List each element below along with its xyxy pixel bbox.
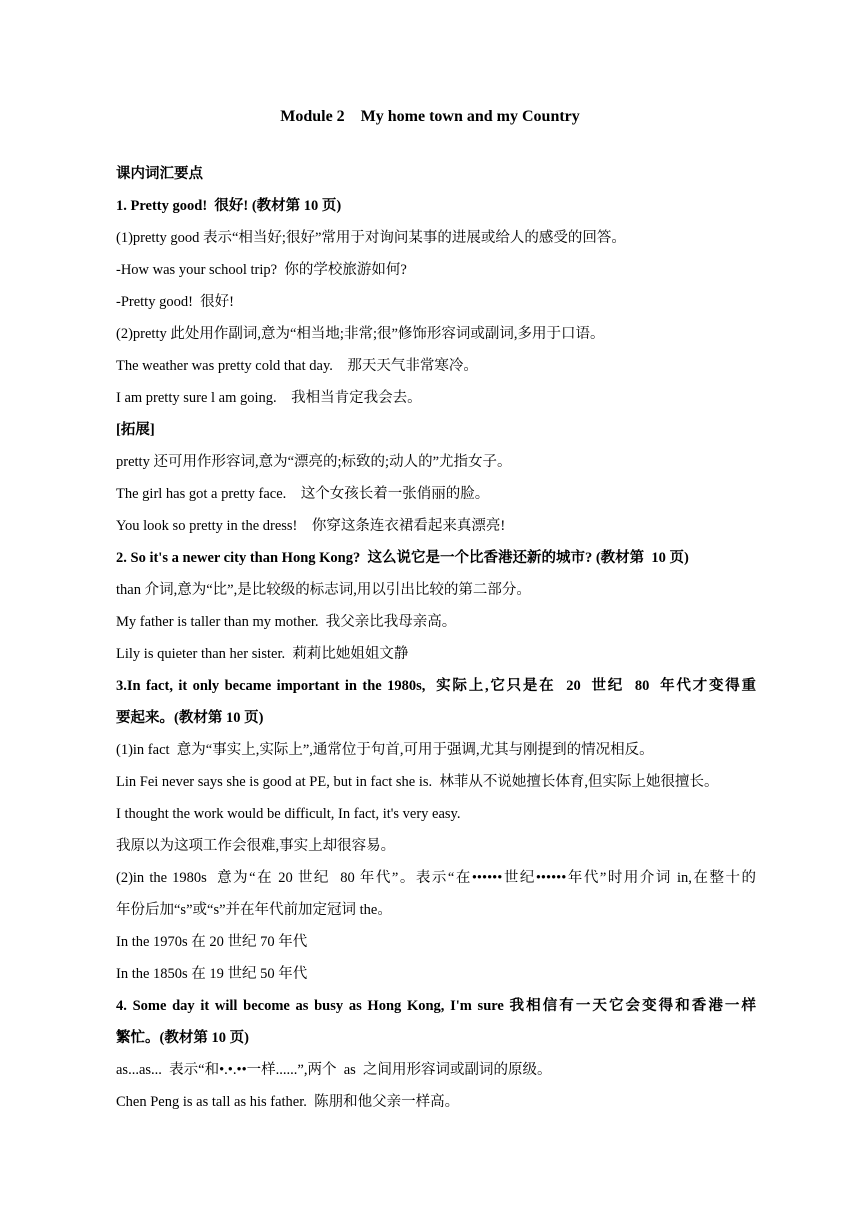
- text-line: My father is taller than my mother. 我父亲比我母亲高。: [116, 614, 457, 630]
- text-line: as...as... 表示“和•.•.••一样......”,两个 as 之间用形容词或副词的原级。: [116, 1062, 552, 1078]
- page-title: Module 2 My home town and my Country: [280, 108, 580, 125]
- text-line: I am pretty sure l am going. 我相当肯定我会去。: [116, 390, 422, 406]
- text-line: -How was your school trip? 你的学校旅游如何?: [116, 262, 407, 278]
- text-line: (1)in fact 意为“事实上,实际上”,通常位于句首,可用于强调,尤其与刚提到的情况相反。: [116, 742, 654, 758]
- heading-line: 4. Some day it will become as busy as Hong Kong, I'm sure 我相信有一天它会变得和香港一样: [116, 998, 756, 1014]
- document-body: [116, 158, 756, 1118]
- text-line: In the 1850s 在 19 世纪 50 年代: [116, 966, 308, 982]
- text-line: than 介词,意为“比”,是比较级的标志词,用以引出比较的第二部分。: [116, 582, 531, 598]
- heading-line: 要起来。(教材第 10 页): [116, 710, 264, 726]
- text-line: 我原以为这项工作会很难,事实上却很容易。: [116, 838, 396, 854]
- text-line: pretty 还可用作形容词,意为“漂亮的;标致的;动人的”尤指女子。: [116, 454, 512, 470]
- text-line: (1)pretty good 表示“相当好;很好”常用于对询问某事的进展或给人的感受的回答。: [116, 230, 626, 246]
- text-line: Lily is quieter than her sister. 莉莉比她姐姐文静: [116, 646, 409, 662]
- heading-line: 繁忙。(教材第 10 页): [116, 1030, 249, 1046]
- text-line: Lin Fei never says she is good at PE, but in fact she is. 林菲从不说她擅长体育,但实际上她很擅长。: [116, 774, 719, 790]
- text-line: 年份后加“s”或“s”并在年代前加定冠词 the。: [116, 902, 392, 918]
- text-line: -Pretty good! 很好!: [116, 294, 234, 310]
- heading-line: 3.In fact, it only became important in the 1980s, 实际上,它只是在 20 世纪 80 年代才变得重: [116, 678, 756, 694]
- heading-line: 1. Pretty good! 很好! (教材第 10 页): [116, 198, 342, 214]
- text-line: You look so pretty in the dress! 你穿这条连衣裙看起来真漂亮!: [116, 518, 506, 534]
- text-line: (2)pretty 此处用作副词,意为“相当地;非常;很”修饰形容词或副词,多用于口语。: [116, 326, 605, 342]
- text-line: The weather was pretty cold that day. 那天天气非常寒冷。: [116, 358, 478, 374]
- text-line: The girl has got a pretty face. 这个女孩长着一张俏丽的脸。: [116, 486, 490, 502]
- text-line: In the 1970s 在 20 世纪 70 年代: [116, 934, 308, 950]
- heading-line: [拓展]: [116, 422, 155, 438]
- heading-line: 课内词汇要点: [116, 166, 203, 182]
- text-line: (2)in the 1980s 意为“在 20 世纪 80 年代”。表示“在••••••世纪••••••年代”时用介词 in,在整十的: [116, 870, 756, 886]
- heading-line: 2. So it's a newer city than Hong Kong? 这么说它是一个比香港还新的城市? (教材第 10 页): [116, 550, 689, 566]
- text-line: I thought the work would be difficult, In fact, it's very easy.: [116, 806, 461, 822]
- text-line: Chen Peng is as tall as his father. 陈朋和他父亲一样高。: [116, 1094, 460, 1110]
